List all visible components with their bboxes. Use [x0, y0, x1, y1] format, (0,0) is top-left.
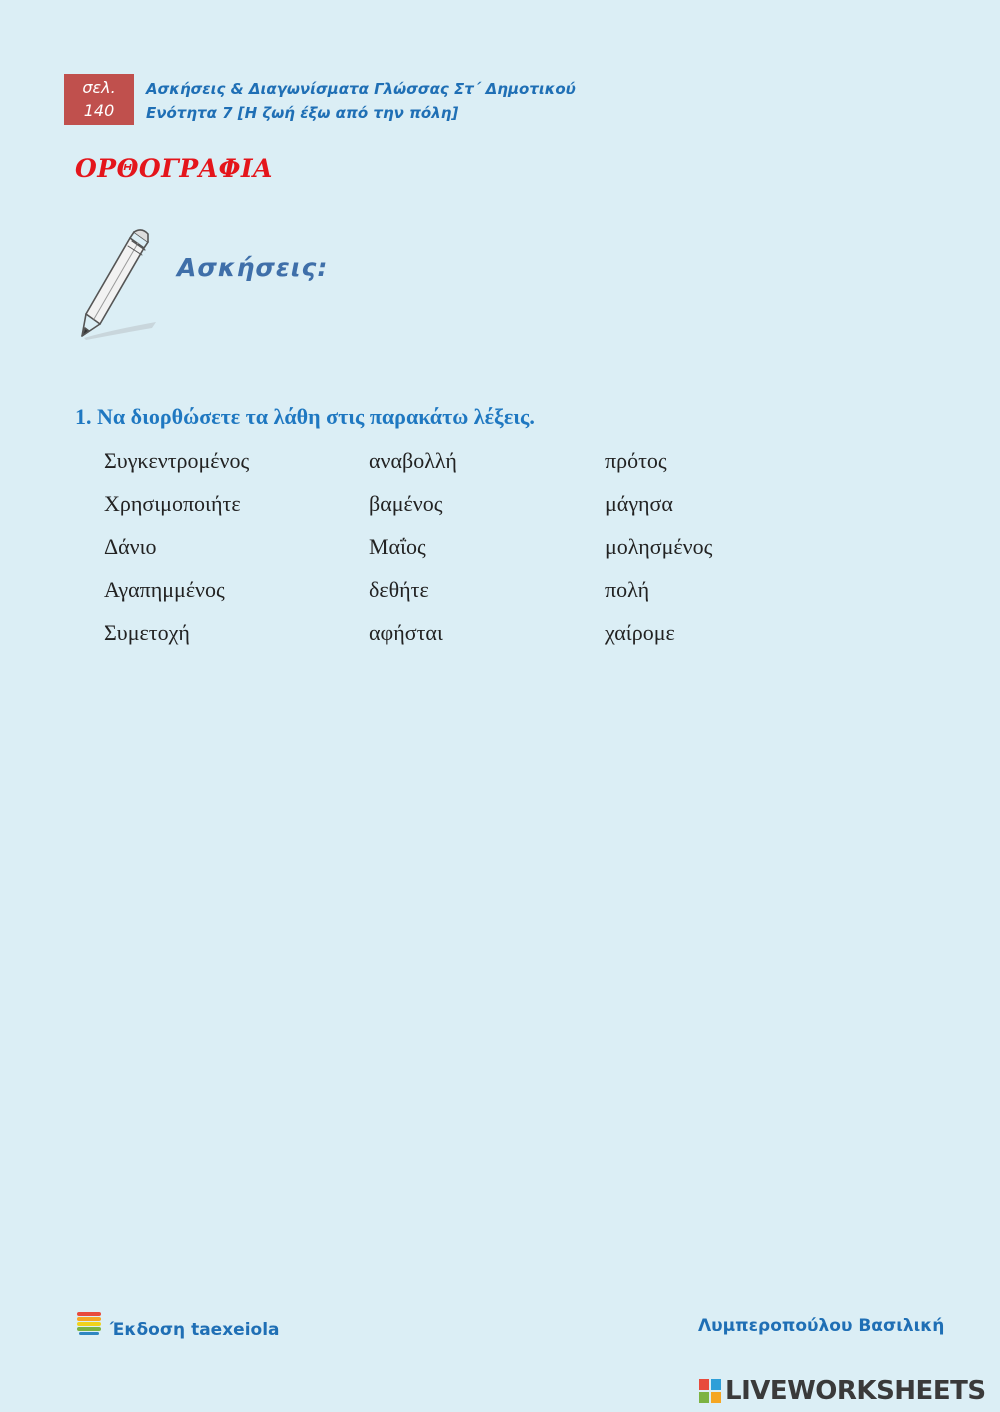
word[interactable]: μάγησα	[605, 491, 673, 516]
word[interactable]: δεθήτε	[369, 577, 429, 602]
word[interactable]: Δάνιο	[104, 534, 157, 559]
word[interactable]: αφήσται	[369, 620, 443, 645]
word-row	[104, 532, 804, 575]
liveworksheets-logo-icon	[698, 1378, 722, 1404]
word[interactable]: χαίρομε	[605, 620, 675, 645]
liveworksheets-brand[interactable]	[698, 1376, 986, 1406]
publisher-logo-icon	[76, 1310, 102, 1336]
word[interactable]: Αγαπημμένος	[104, 577, 225, 602]
word[interactable]: Μαΐος	[369, 534, 426, 559]
word-row	[104, 446, 804, 489]
pencil-icon	[72, 228, 162, 346]
book-info	[146, 77, 576, 125]
section-title: ΟΡΘΟΓΡΑΦΙΑ	[75, 154, 273, 183]
liveworksheets-text: LIVEWORKSHEETS	[725, 1376, 986, 1406]
page-number: 140	[83, 101, 115, 120]
page-label: σελ.	[82, 78, 116, 97]
exercises-heading: Ασκήσεις:	[177, 253, 329, 282]
word-row	[104, 618, 804, 661]
word[interactable]: μολησμένος	[605, 534, 713, 559]
word[interactable]: Συγκεντρομένος	[104, 448, 250, 473]
publisher-name: Έκδοση taexeiola	[110, 1320, 280, 1340]
author-name: Λυμπεροπούλου Βασιλική	[698, 1316, 945, 1336]
word[interactable]: βαμένος	[369, 491, 443, 516]
exercise-question: 1. Να διορθώσετε τα λάθη στις παρακάτω λέξεις.	[75, 404, 535, 429]
word[interactable]: πολή	[605, 577, 650, 602]
publisher	[76, 1306, 280, 1340]
word-row	[104, 575, 804, 618]
unit-title: Ενότητα 7 [Η ζωή έξω από την πόλη]	[146, 104, 459, 122]
word[interactable]: αναβολλή	[369, 448, 457, 473]
word[interactable]: Χρησιμοποιήτε	[104, 491, 241, 516]
book-title: Ασκήσεις & Διαγωνίσματα Γλώσσας Στ΄ Δημοτικού	[146, 80, 576, 98]
word-grid	[104, 446, 804, 661]
word[interactable]: πρότος	[605, 448, 667, 473]
word[interactable]: Συμετοχή	[104, 620, 190, 645]
page-number-badge	[64, 74, 134, 125]
word-row	[104, 489, 804, 532]
